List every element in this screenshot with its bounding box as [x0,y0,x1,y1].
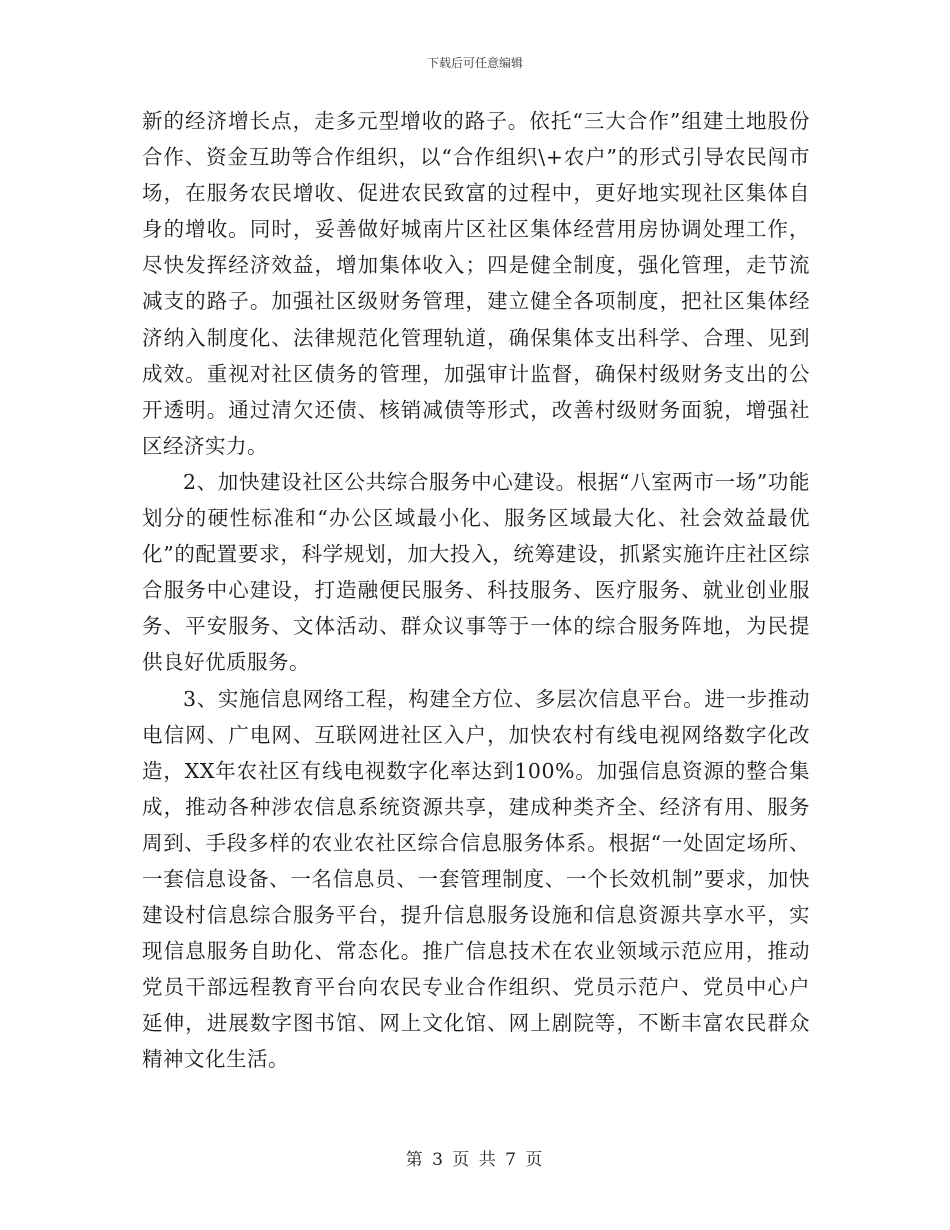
header-note: 下载后可任意编辑 [426,56,523,70]
page-footer: 第 3 页 共 7 页 [405,1150,545,1170]
document-body [142,103,810,1078]
paragraph-3: 3、实施信息网络工程，构建全方位、多层次信息平台。进一步推动电信网、广电网、互联网进社区入户，加快农村有线电视网络数字化改造，XX年农社区有线电视数字化率达到100%。加强信息资源的整合集成，推动各种涉农信息系统资源共享，建成种类齐全、经济有用、服务周到、手段多样的农业农社区综合信息服务体系。根据“一处固定场所、一套信息设备、一名信息员、一套管理制度、一个长效机制”要求，加快建设村信息综合服务平台，提升信息服务设施和信息资源共享水平，实现信息服务自助化、常态化。推广信息技术在农业领域示范应用，推动党员干部远程教育平台向农民专业合作组织、党员示范户、党员中心户延伸，进展数字图书馆、网上文化馆、网上剧院等，不断丰富农民群众精神文化生活。 [142,686,810,1072]
paragraph-1: 新的经济增长点，走多元型增收的路子。依托“三大合作”组建土地股份合作、资金互助等合作组织，以“合作组织\+农户”的形式引导农民闯市场，在服务农民增收、促进农民致富的过程中，更好地实现社区集体自身的增收。同时，妥善做好城南片区社区集体经营用房协调处理工作，尽快发挥经济效益，增加集体收入；四是健全制度，强化管理，走节流减支的路子。加强社区级财务管理，建立健全各项制度，把社区集体经济纳入制度化、法律规范化管理轨道，确保集体支出科学、合理、见到成效。重视对社区债务的管理，加强审计监督，确保村级财务支出的公开透明。通过清欠还债、核销减债等形式，改善村级财务面貌，增强社区经济实力。 [142,109,810,458]
paragraph-2: 2、加快建设社区公共综合服务中心建设。根据“八室两市一场”功能划分的硬性标准和“办公区域最小化、服务区域最大化、社会效益最优化”的配置要求，科学规划，加大投入，统筹建设，抓紧实施许庄社区综合服务中心建设，打造融便民服务、科技服务、医疗服务、就业创业服务、平安服务、文体活动、群众议事等于一体的综合服务阵地，为民提供良好优质服务。 [142,469,810,675]
